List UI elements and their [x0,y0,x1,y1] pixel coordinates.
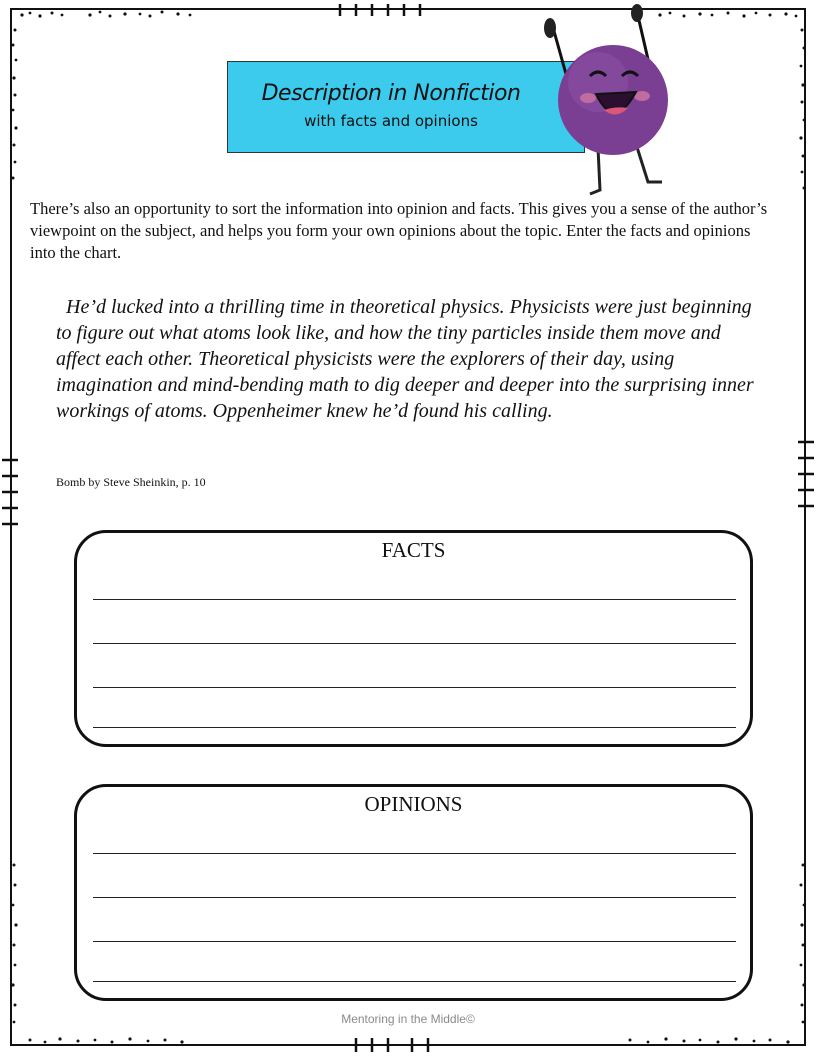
opinions-answer-line[interactable] [93,981,736,982]
opinions-answer-line[interactable] [93,897,736,898]
facts-box [74,530,753,747]
opinions-answer-line[interactable] [93,853,736,854]
footer-credit: Mentoring in the Middle© [341,1012,475,1026]
passage-citation: Bomb by Steve Sheinkin, p. 10 [56,475,206,489]
intro-paragraph: There’s also an opportunity to sort the information into opinion and facts. This gives you a sense of the author’s viewpoint on the subject, and helps you form your own opinions about the topic. Enter the facts and opinions into the chart. [30,199,768,262]
purple-ball-mascot-icon [538,2,678,198]
opinions-box [74,784,753,1001]
facts-heading: FACTS [381,538,446,562]
facts-answer-line[interactable] [93,687,736,688]
facts-answer-line[interactable] [93,727,736,728]
facts-answer-line[interactable] [93,599,736,600]
opinions-answer-line[interactable] [93,941,736,942]
title-banner [227,61,585,153]
passage-quote: He’d lucked into a thrilling time in theoretical physics. Physicists were just beginning to figure out what atoms look like, and how the tiny particles inside them move and affect each other. Theoretical physicists were the explorers of their day, using imagination and mind-bending math to dig deeper and deeper into the surprising inner workings of atoms. Oppenheimer knew he’d found his calling. [56,296,754,422]
page-subtitle: with facts and opinions [304,112,478,130]
facts-answer-line[interactable] [93,643,736,644]
page-title: Description in Nonfiction [261,81,521,106]
opinions-heading: OPINIONS [364,792,463,816]
